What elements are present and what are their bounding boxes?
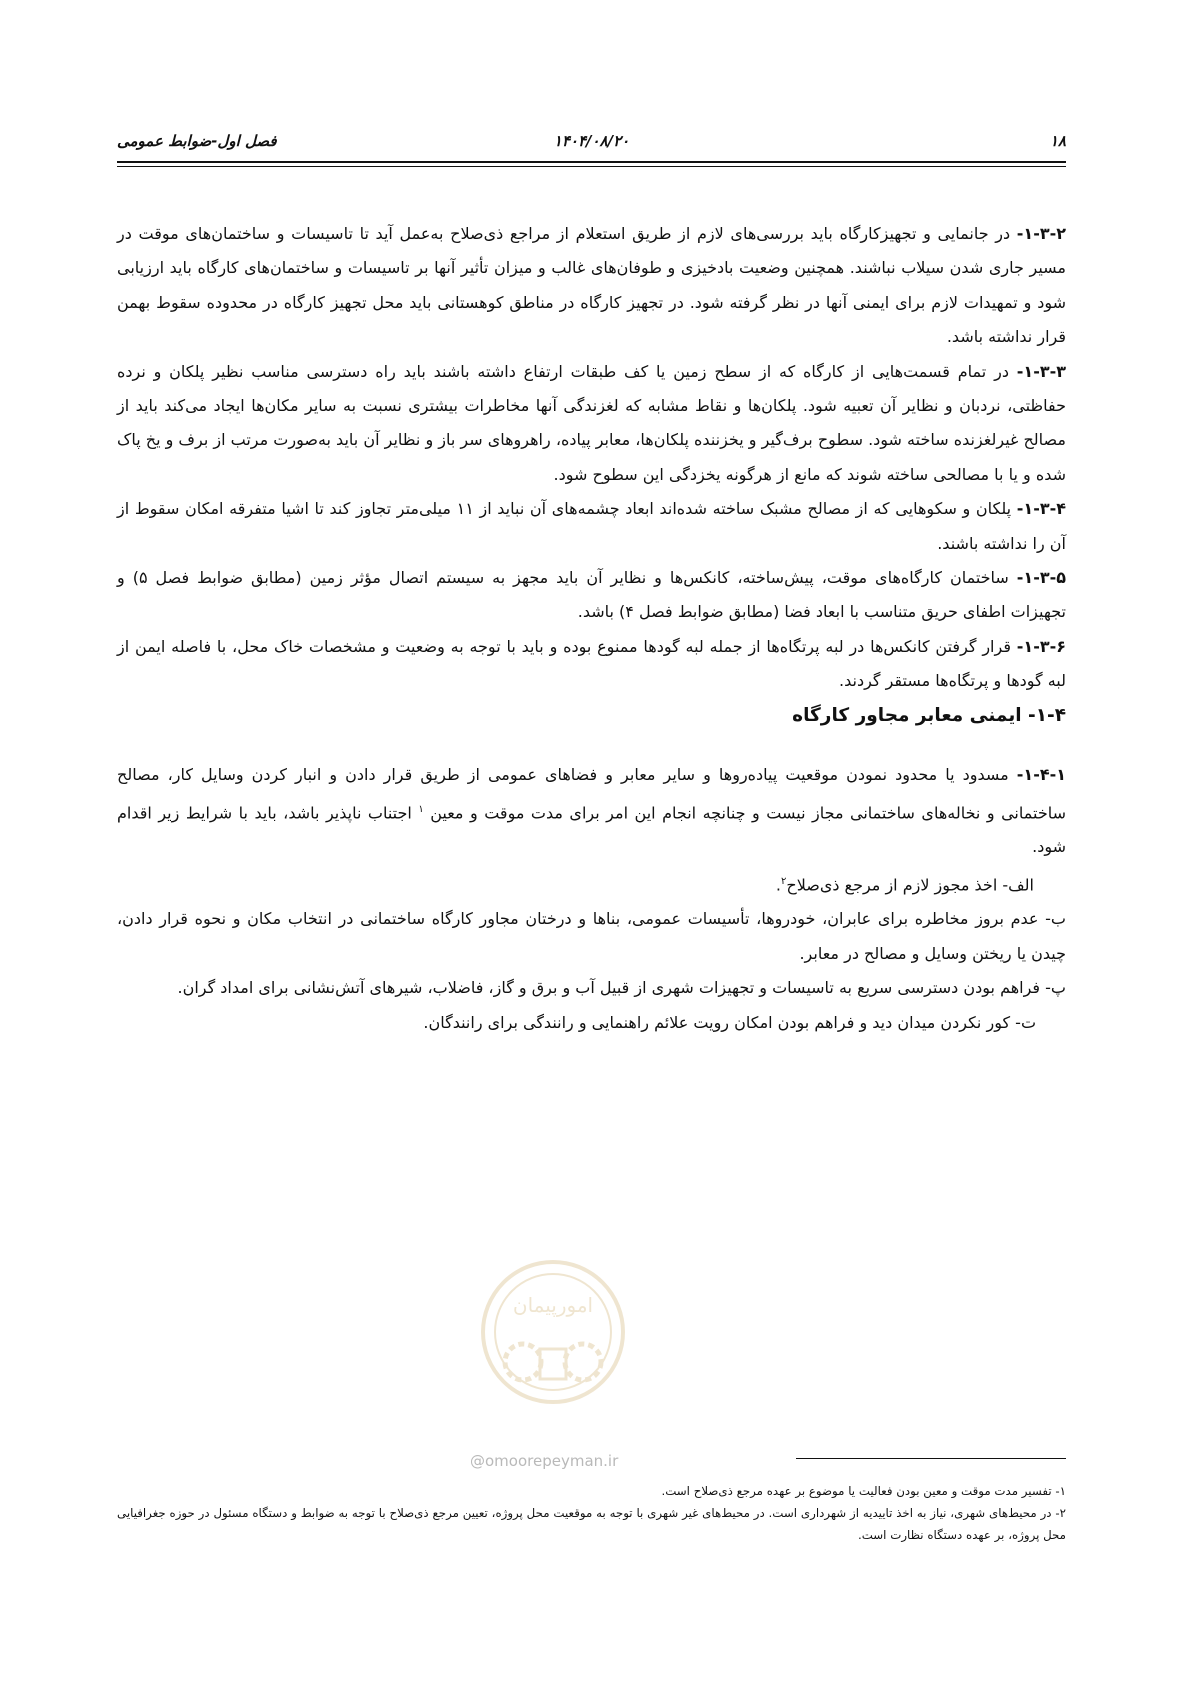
paragraph-text: قرار گرفتن کانکس‌ها در لبه پرتگاه‌ها از جمله لبه گودها ممنوع بوده و باید با توجه به وضعیت و مشخصات خاک محل، با فاصله ایمن از لبه گودها و پرتگاه‌ها مستقر گردند. xyxy=(117,636,1066,691)
list-item-text: ب- عدم بروز مخاطره برای عابران، خودروها، تأسیسات عمومی، بناها و درختان مجاور کارگاه ساختمانی در انتخاب مکان و نحوه قرار دادن، چیدن یا ریختن وسایل و مصالح در معابر. xyxy=(117,909,1066,963)
footnotes xyxy=(117,1480,1066,1546)
paragraph-text: مسدود یا محدود نمودن موقعیت پیاده‌روها و سایر معابر و فضاهای عمومی از طریق قرار دادن و انبار کردن وسایل کار، مصالح ساختمانی و نخاله‌های ساختمانی مجاز نیست و چنانچه انجام این امر برای مدت موقت و معین xyxy=(117,765,1066,822)
section-number: ۱-۳-۵- xyxy=(1016,568,1066,588)
paragraph-1-3-5 xyxy=(117,561,1066,630)
page-body xyxy=(117,217,1066,1040)
footnote-2: ۲- در محیط‌های شهری، نیاز به اخذ تاییدیه از شهرداری است. در محیط‌های غیر شهری با توجه به موقعیت محل پروژه، تعیین مرجع ذی‌صلاح با توجه به ضوابط و دستگاه مسئول در حوزه جغرافیایی محل پروژه، بر عهده دستگاه نظارت است. xyxy=(117,1506,1066,1542)
header-rule-thin xyxy=(117,166,1066,167)
watermark-logo xyxy=(478,1257,628,1432)
paragraph-1-4-1 xyxy=(117,758,1066,865)
list-item-text: الف- اخذ مجوز لازم از مرجع ذی‌صلاح xyxy=(786,874,1034,894)
paragraph-text: پلکان و سکوهایی که از مصالح مشبک ساخته شده‌اند ابعاد چشمه‌های آن نباید از ۱۱ میلی‌متر تجاوز کند تا اشیا متفرقه امکان سقوط از آن را نداشته باشند. xyxy=(117,499,1066,553)
page-number: ۱۸ xyxy=(1049,132,1066,150)
section-number: ۱-۴-۱- xyxy=(1016,765,1066,785)
paragraph-1-3-6 xyxy=(117,630,1066,699)
paragraph-text: در تمام قسمت‌هایی از کارگاه که از سطح زمین یا کف طبقات ارتفاع داشته باشند باید راه دسترسی مناسب نظیر پلکان و نرده حفاظتی، نردبان و نظایر آن تعبیه شود. پلکان‌ها و نقاط مشابه که لغزندگی آنها مخاطرات بیشتری نسبت به سایر مکان‌ها ایجاد می‌کند باید از مصالح غیرلغزنده ساخته شود. سطوح برف‌گیر و یخزننده پلکان‌ها، معابر پیاده، راهروهای سر باز و نظایر آن باید به‌صورت مرتب از برف و یخ پاک شده و یا با مصالحی ساخته شوند که مانع از هرگونه یخزدگی این سطوح شود. xyxy=(117,361,1066,484)
section-number: ۱-۳-۶- xyxy=(1016,636,1066,656)
section-heading: ۱-۴- ایمنی معابر مجاور کارگاه xyxy=(792,704,1066,726)
paragraph-text: ساختمان کارگاه‌های موقت، پیش‌ساخته، کانکس‌ها و نظایر آن باید مجهز به سیستم اتصال مؤثر زمین (مطابق ضوابط فصل ۵) و تجهیزات اطفای حریق متناسب با ابعاد فضا (مطابق ضوابط فصل ۴) باشد. xyxy=(117,568,1066,622)
footnote-ref-1[interactable]: ۱ xyxy=(418,803,424,815)
paragraph-text: در جانمایی و تجهیزکارگاه باید بررسی‌های لازم از طریق استعلام از مراجع ذی‌صلاح به‌عمل آید تا تاسیسات و ساختمان‌های موقت در مسیر جاری شدن سیلاب نباشند. همچنین وضعیت بادخیزی و طوفان‌های غالب و میزان تأثیر آنها بر تاسیسات و ساختمان‌های کارگاه باید ارزیابی شود و تمهیدات لازم برای ایمنی آنها در نظر گرفته شود. در تجهیز کارگاه در مناطق کوهستانی باید محل تجهیز کارگاه در محدوده سقوط بهمن قرار نداشته باشد. xyxy=(117,224,1066,347)
list-item-text: پ- فراهم بودن دسترسی سریع به تاسیسات و تجهیزات شهری از قبیل آب و برق و گاز، فاضلاب، شیرهای آتش‌نشانی برای امداد گران. xyxy=(177,978,1066,998)
list-item-pe xyxy=(117,971,1066,1005)
chapter-title: فصل اول-ضوابط عمومی xyxy=(117,132,277,150)
section-number: ۱-۳-۴- xyxy=(1016,499,1066,519)
page-header xyxy=(117,132,1066,156)
watermark-url: @omoorepeyman.ir xyxy=(470,1452,619,1470)
footnote-ref-2[interactable]: ۲ xyxy=(780,875,787,887)
list-item-text: ت- کور نکردن میدان دید و فراهم بودن امکان رویت علائم راهنمایی و رانندگی برای رانندگان. xyxy=(423,1012,1036,1032)
section-number: ۱-۳-۳- xyxy=(1016,361,1066,381)
paragraph-text-cont: اجتناب ناپذیر باشد، باید با شرایط زیر اقدام شود. xyxy=(117,802,1066,857)
paragraph-1-3-3 xyxy=(117,355,1066,493)
header-date: ۱۴۰۴/۰۸/۲۰ xyxy=(553,132,630,150)
list-item-end: . xyxy=(775,874,781,894)
paragraph-1-3-2 xyxy=(117,217,1066,355)
footnote-1: ۱- تفسیر مدت موقت و معین بودن فعالیت یا موضوع بر عهده مرجع ذی‌صلاح است. xyxy=(661,1484,1066,1498)
list-item-te xyxy=(117,1006,1066,1040)
list-item-alef xyxy=(117,865,1066,903)
section-number: ۱-۳-۲- xyxy=(1016,224,1066,243)
list-item-be xyxy=(117,902,1066,971)
paragraph-1-3-4 xyxy=(117,492,1066,561)
watermark-logo-text: امورپیمان xyxy=(512,1293,594,1317)
footnote-separator xyxy=(796,1458,1066,1459)
header-rule-thick xyxy=(117,161,1066,163)
